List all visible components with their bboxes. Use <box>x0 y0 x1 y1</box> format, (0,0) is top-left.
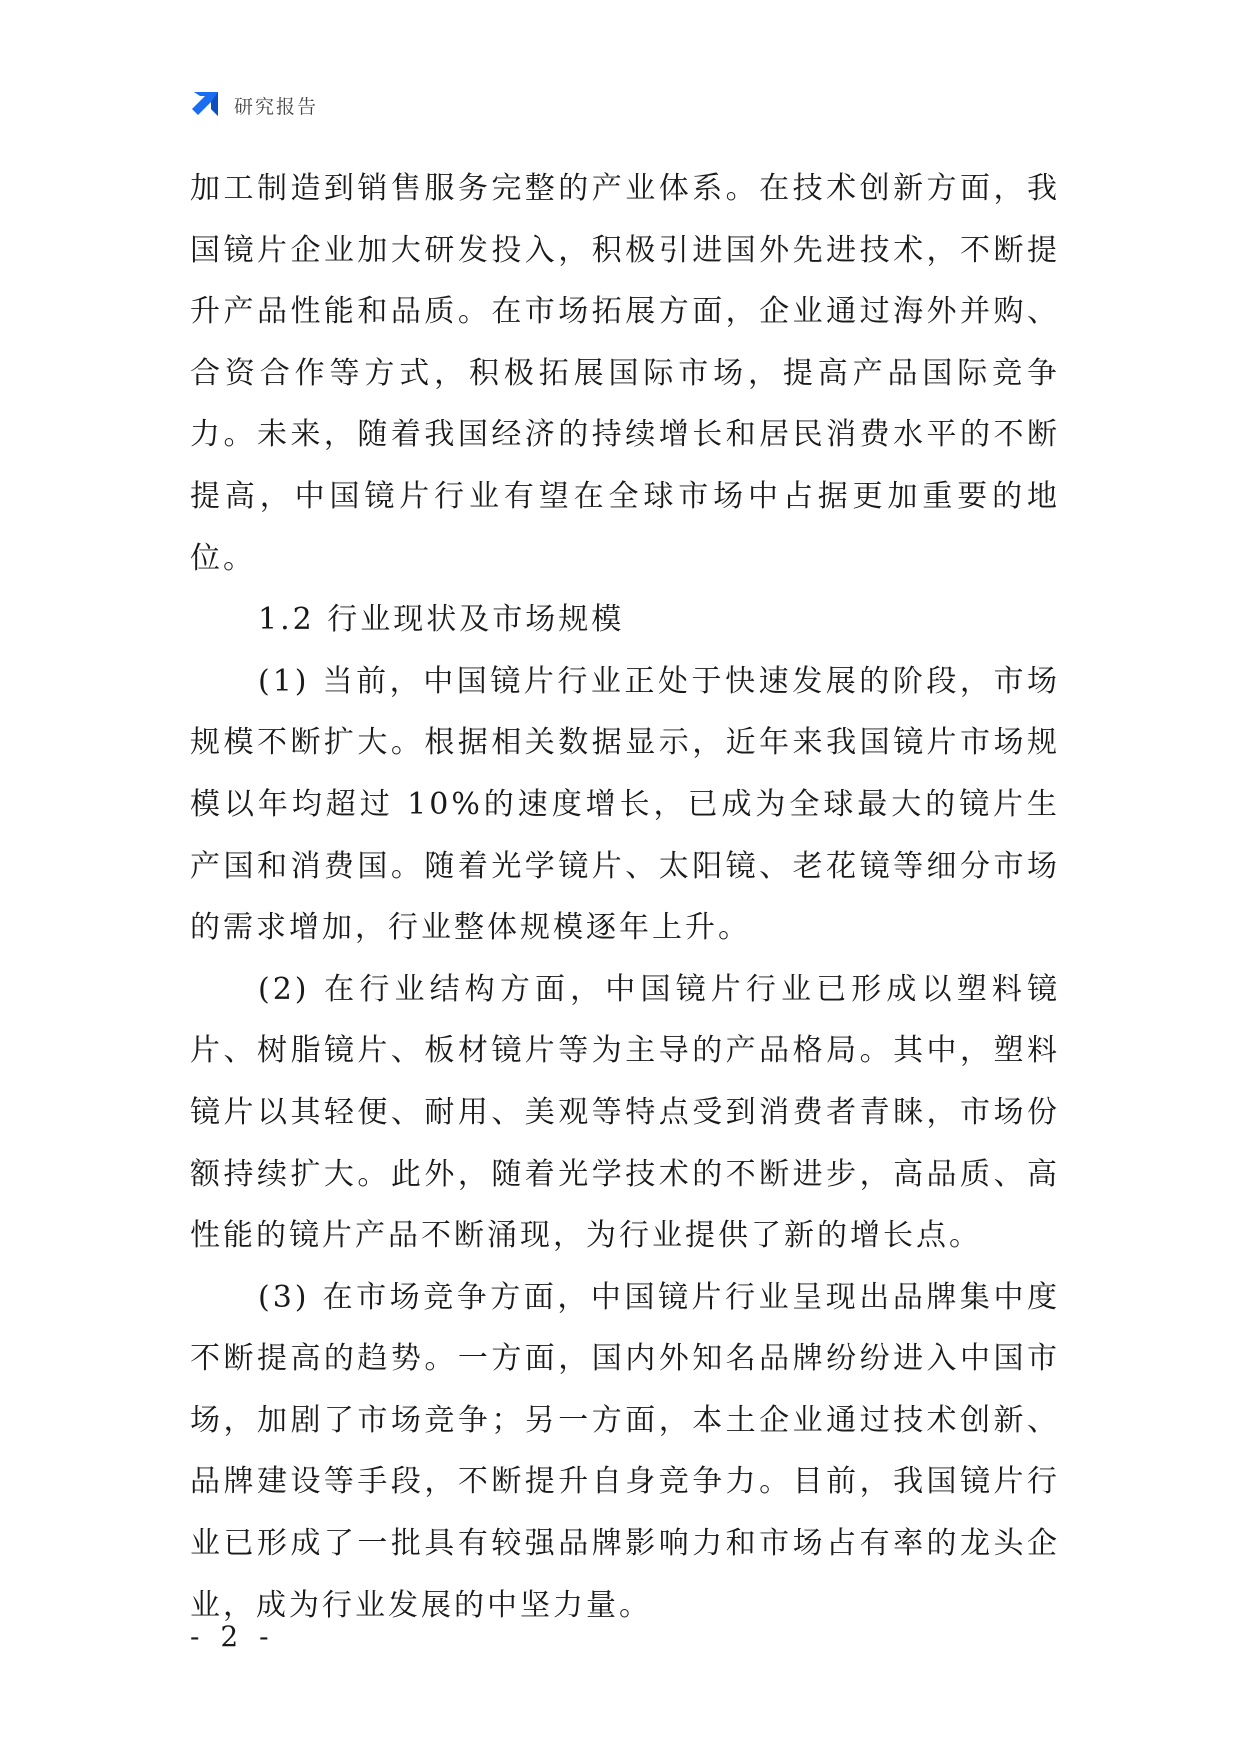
page-number: - 2 - <box>190 1620 275 1653</box>
section-heading: 1.2 行业现状及市场规模 <box>258 602 625 638</box>
paragraph-continuation: 加工制造到销售服务完整的产业体系。在技术创新方面，我国镜片企业加大研发投入，积极引进国外先进技术，不断提升产品性能和品质。在市场拓展方面，企业通过海外并购、合资合作等方式，积极拓展国际市场，提高产品国际竞争力。未来，随着我国经济的持续增长和居民消费水平的不断提高，中国镜片行业有望在全球市场中占据更加重要的地位。 <box>190 171 1060 576</box>
paragraph-industry-structure: (2) 在行业结构方面，中国镜片行业已形成以塑料镜片、树脂镜片、板材镜片等为主导的产品格局。其中，塑料镜片以其轻便、耐用、美观等特点受到消费者青睐，市场份额持续扩大。此外，随着光学技术的不断进步，高品质、高性能的镜片产品不断涌现，为行业提供了新的增长点。 <box>190 971 1060 1254</box>
report-header <box>188 88 318 122</box>
arrow-up-right-icon <box>188 88 222 122</box>
header-title: 研究报告 <box>234 95 319 118</box>
document-body <box>190 158 1060 1636</box>
paragraph-market-competition: (3) 在市场竞争方面，中国镜片行业呈现出品牌集中度不断提高的趋势。一方面，国内外知名品牌纷纷进入中国市场，加剧了市场竞争；另一方面，本土企业通过技术创新、品牌建设等手段，不断提升自身竞争力。目前，我国镜片行业已形成了一批具有较强品牌影响力和市场占有率的龙头企业，成为行业发展的中坚力量。 <box>190 1279 1060 1623</box>
paragraph-market-scale: (1) 当前，中国镜片行业正处于快速发展的阶段，市场规模不断扩大。根据相关数据显示，近年来我国镜片市场规模以年均超过 10%的速度增长，已成为全球最大的镜片生产国和消费国。随着光学镜片、太阳镜、老花镜等细分市场的需求增加，行业整体规模逐年上升。 <box>190 663 1060 946</box>
